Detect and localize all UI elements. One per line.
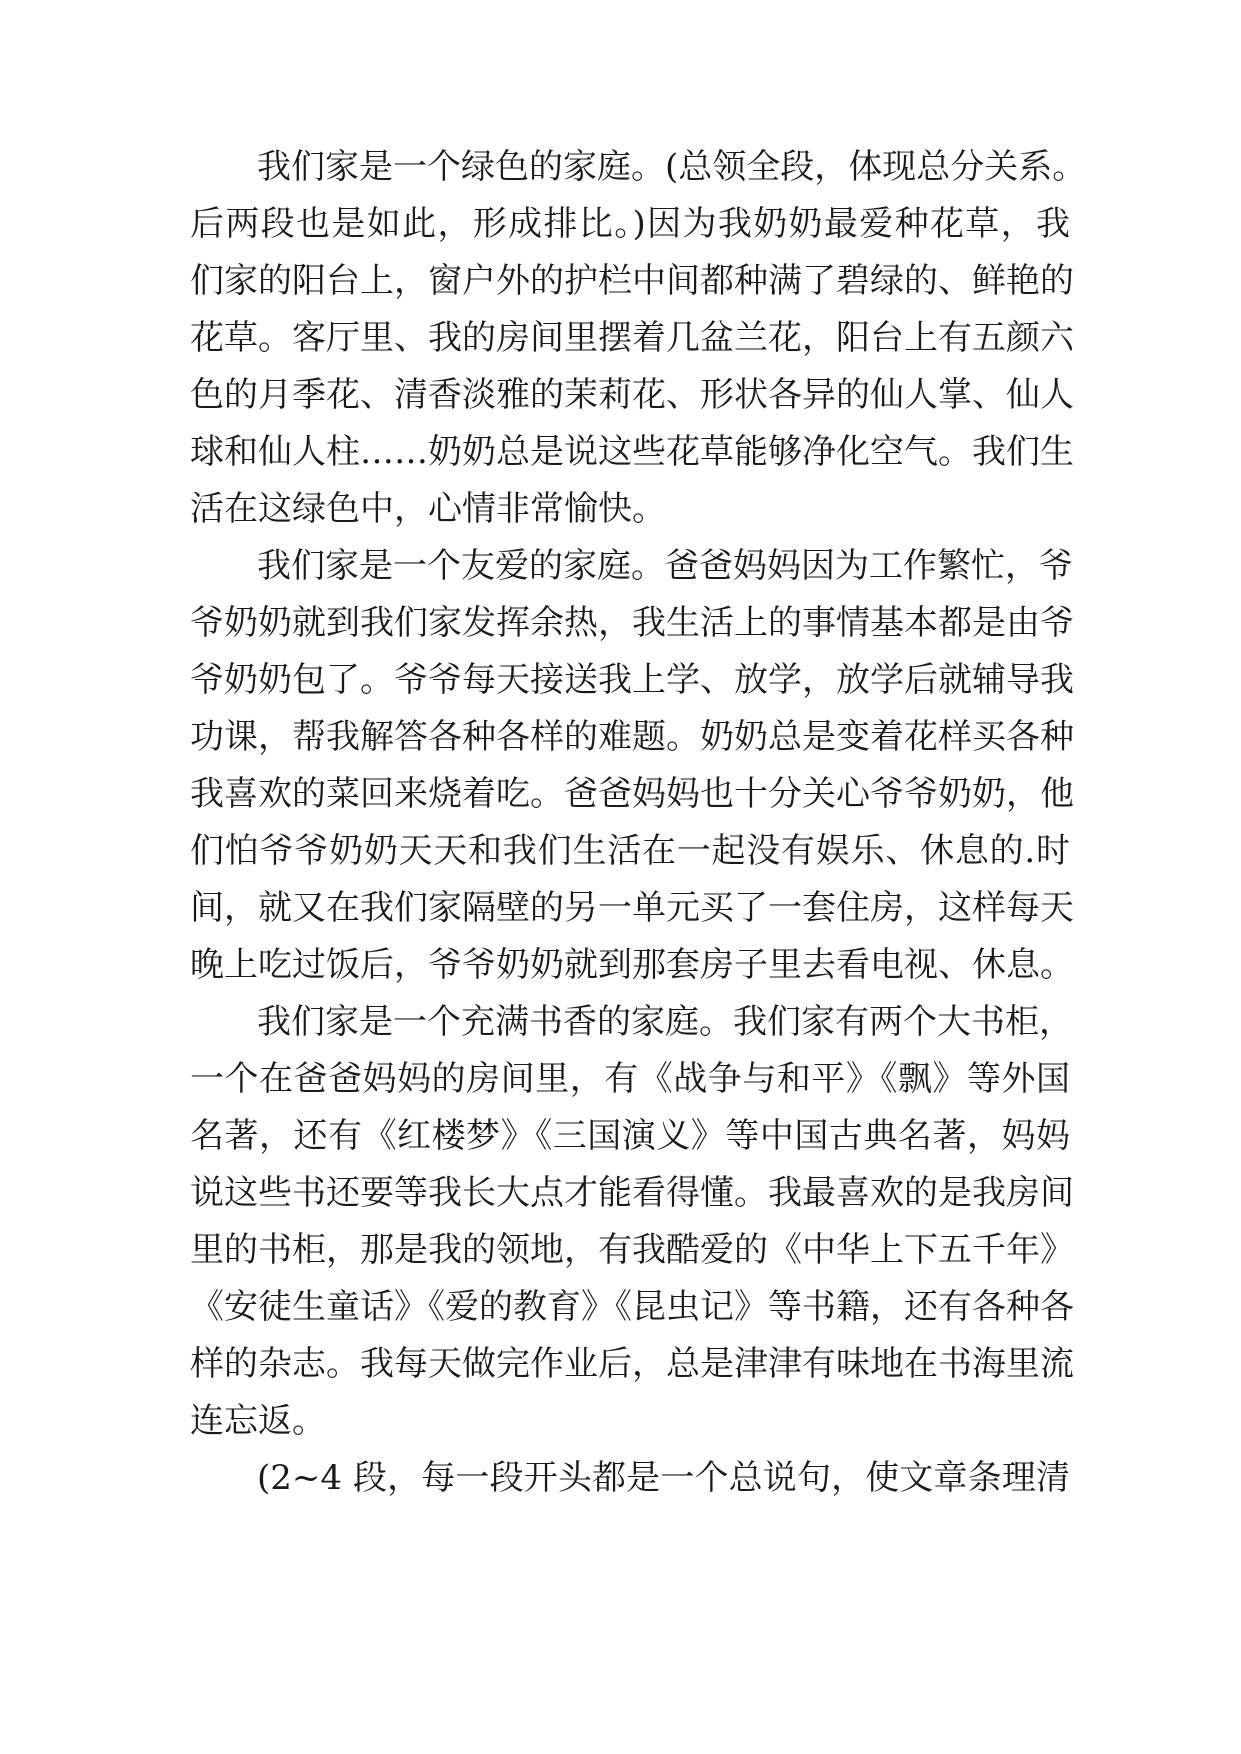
paragraph-3-line-4: 说这些书还要等我长大点才能看得懂。我最喜欢的是我房间: [190, 1173, 1074, 1213]
paragraph-3-line-6: 《安徒生童话》《爱的教育》《昆虫记》等书籍，还有各种各: [190, 1287, 1074, 1327]
paragraph-1-line-6: 球和仙人柱……奶奶总是说这些花草能够净化空气。我们生: [190, 432, 1074, 472]
paragraph-3-line-7: 样的杂志。我每天做完作业后，总是津津有味地在书海里流: [190, 1344, 1074, 1384]
paragraph-2-line-3: 爷奶奶包了。爷爷每天接送我上学、放学，放学后就辅导我: [190, 660, 1074, 700]
paragraph-2-line-6: 们怕爷爷奶奶天天和我们生活在一起没有娱乐、休息的.时: [190, 831, 1070, 871]
paragraph-2-line-2: 爷奶奶就到我们家发挥余热，我生活上的事情基本都是由爷: [190, 603, 1074, 643]
paragraph-2-line-5: 我喜欢的菜回来烧着吃。爸爸妈妈也十分关心爷爷奶奶，他: [190, 774, 1074, 814]
paragraph-3-line-5: 里的书柜，那是我的领地，有我酷爱的《中华上下五千年》: [190, 1230, 1074, 1270]
paragraph-1-line-1: 我们家是一个绿色的家庭。(总领全段，体现总分关系。: [257, 147, 1087, 187]
paragraph-3-line-1: 我们家是一个充满书香的家庭。我们家有两个大书柜，: [257, 1002, 1073, 1042]
paragraph-3-line-8: 连忘返。: [190, 1401, 326, 1441]
paragraph-3-line-3: 名著，还有《红楼梦》《三国演义》等中国古典名著，妈妈: [190, 1116, 1070, 1156]
paragraph-2-line-8: 晚上吃过饭后，爷爷奶奶就到那套房子里去看电视、休息。: [190, 945, 1074, 985]
paragraph-1-line-7: 活在这绿色中，心情非常愉快。: [190, 489, 666, 529]
paragraph-1-line-5: 色的月季花、清香淡雅的茉莉花、形状各异的仙人掌、仙人: [190, 375, 1074, 415]
paragraph-1-line-4: 花草。客厅里、我的房间里摆着几盆兰花，阳台上有五颜六: [190, 318, 1074, 358]
paragraph-2-line-1: 我们家是一个友爱的家庭。爸爸妈妈因为工作繁忙，爷: [257, 546, 1073, 586]
paragraph-2-line-7: 间，就又在我们家隔壁的另一单元买了一套住房，这样每天: [190, 888, 1074, 928]
paragraph-4-line-1: (2~4 段，每一段开头都是一个总说句，使文章条理清: [257, 1458, 1070, 1498]
paragraph-2-line-4: 功课，帮我解答各种各样的难题。奶奶总是变着花样买各种: [190, 717, 1074, 757]
paragraph-1-line-2: 后两段也是如此，形成排比。)因为我奶奶最爱种花草，我: [190, 204, 1070, 244]
paragraph-3-line-2: 一个在爸爸妈妈的房间里，有《战争与和平》《飘》等外国: [190, 1059, 1070, 1099]
paragraph-1-line-3: 们家的阳台上，窗户外的护栏中间都种满了碧绿的、鲜艳的: [190, 261, 1074, 301]
